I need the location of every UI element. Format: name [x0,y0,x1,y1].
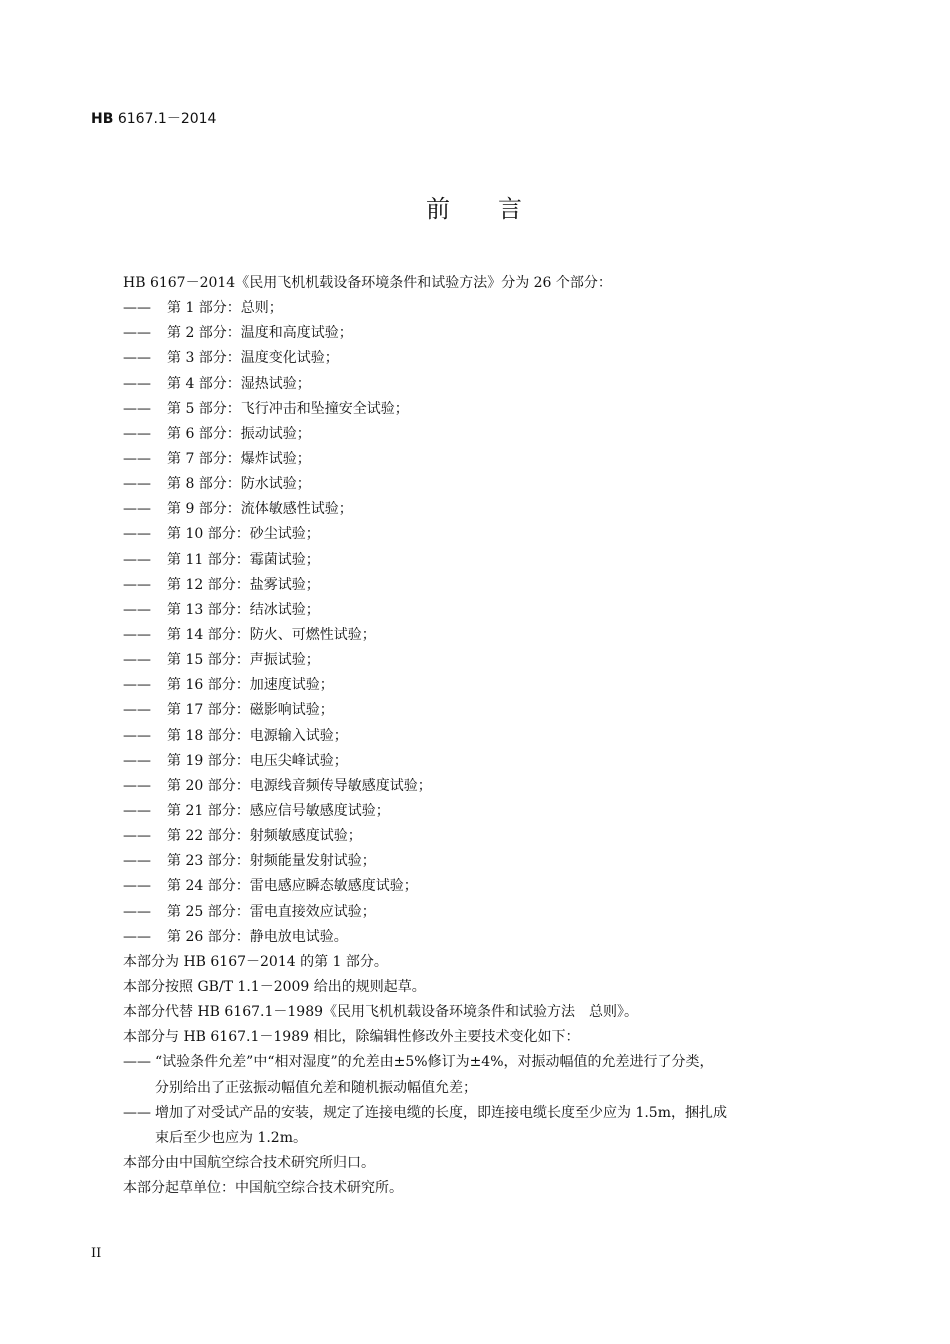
list-item [123,573,843,598]
list-item-text: 第 11 部分：霉菌试验； [167,551,320,568]
list-item [123,925,843,950]
list-item-text: 第 21 部分：感应信号敏感度试验； [167,802,390,819]
list-item [123,372,843,397]
responsible-org-statement: 本部分由中国航空综合技术研究所归口。 [123,1154,375,1171]
list-dash: —— [123,350,151,367]
list-item-text: 第 26 部分：静电放电试验。 [167,928,348,945]
list-item-text: 第 17 部分：磁影响试验； [167,702,334,719]
list-dash: —— [123,853,151,870]
list-dash: —— [123,551,151,568]
list-item [123,548,843,573]
list-dash: —— [123,928,151,945]
change-item [123,1050,843,1100]
list-dash: —— [123,828,151,845]
list-item [123,648,843,673]
list-dash: —— [123,802,151,819]
list-item-text: 第 6 部分：振动试验； [167,425,311,442]
list-item [123,849,843,874]
list-dash: —— [123,526,151,543]
list-item-text: 第 22 部分：射频敏感度试验； [167,828,362,845]
list-dash: —— [123,903,151,920]
list-dash: —— [123,777,151,794]
list-dash: —— [123,626,151,643]
list-item-text: 第 7 部分：爆炸试验； [167,450,311,467]
list-item-text: 第 12 部分：盐雾试验； [167,576,320,593]
list-item-text: 第 25 部分：雷电直接效应试验； [167,903,376,920]
list-item-text: 第 14 部分：防火、可燃性试验； [167,626,376,643]
changes-intro: 本部分与 HB 6167.1－1989 相比，除编辑性修改外主要技术变化如下： [123,1029,580,1046]
list-dash: —— [123,601,151,618]
list-dash: —— [123,325,151,342]
list-item-text: 第 19 部分：电压尖峰试验； [167,752,348,769]
list-dash: —— [123,652,151,669]
drafting-rules-statement: 本部分按照 GB/T 1.1－2009 给出的规则起草。 [123,978,426,995]
list-item-text: 第 4 部分：湿热试验； [167,375,311,392]
list-item-text: 第 1 部分：总则； [167,300,283,317]
list-item [123,900,843,925]
list-dash: —— [123,501,151,518]
list-dash: —— [123,702,151,719]
list-item-text: 第 9 部分：流体敏感性试验； [167,501,353,518]
list-item [123,824,843,849]
list-item-text: 第 3 部分：温度变化试验； [167,350,339,367]
list-item [123,321,843,346]
standard-prefix: HB [91,111,114,127]
change-item-line-2: 分别给出了正弦振动幅值允差和随机振动幅值允差； [155,1079,477,1096]
foreword-body [123,271,843,1201]
list-item-text: 第 16 部分：加速度试验； [167,677,334,694]
list-item [123,346,843,371]
change-dash: —— [123,1054,151,1071]
change-item-line-2: 束后至少也应为 1.2m。 [155,1129,307,1146]
page-title [0,193,950,225]
list-item-text: 第 18 部分：电源输入试验； [167,727,348,744]
list-dash: —— [123,425,151,442]
list-dash: —— [123,300,151,317]
list-item [123,422,843,447]
list-item [123,673,843,698]
list-item-text: 第 10 部分：砂尘试验； [167,526,320,543]
list-item [123,472,843,497]
list-dash: —— [123,400,151,417]
list-dash: —— [123,476,151,493]
list-dash: —— [123,450,151,467]
list-item-text: 第 2 部分：温度和高度试验； [167,325,353,342]
document-code [91,109,216,129]
change-item-line-1: 增加了对受试产品的安装，规定了连接电缆的长度，即连接电缆长度至少应为 1.5m，捆扎成 [155,1104,727,1121]
list-item [123,799,843,824]
standard-number: 6167.1－2014 [117,111,217,127]
list-item-text: 第 5 部分：飞行冲击和坠撞安全试验； [167,400,409,417]
list-item [123,724,843,749]
intro-paragraph: HB 6167－2014《民用飞机机载设备环境条件和试验方法》分为 26 个部分： [123,275,612,291]
list-dash: —— [123,878,151,895]
list-item-text: 第 23 部分：射频能量发射试验； [167,853,376,870]
title-char-2: 言 [498,195,524,223]
list-dash: —— [123,677,151,694]
list-item [123,522,843,547]
list-item [123,497,843,522]
list-item [123,447,843,472]
list-item-text: 第 20 部分：电源线音频传导敏感度试验； [167,777,432,794]
change-item-line-1: “试验条件允差”中“相对湿度”的允差由±5%修订为±4%，对振动幅值的允差进行了分类， [155,1054,714,1071]
list-item [123,874,843,899]
list-item-text: 第 24 部分：雷电感应瞬态敏感度试验； [167,878,418,895]
list-item [123,623,843,648]
drafting-unit-statement: 本部分起草单位：中国航空综合技术研究所。 [123,1180,403,1197]
parts-list [123,296,843,950]
change-dash: —— [123,1104,151,1121]
page-number: II [91,1246,102,1261]
list-item-text: 第 15 部分：声振试验； [167,652,320,669]
list-item [123,397,843,422]
list-dash: —— [123,576,151,593]
change-item [123,1101,843,1151]
list-item [123,296,843,321]
list-item [123,698,843,723]
list-dash: —— [123,727,151,744]
list-item [123,749,843,774]
list-item-text: 第 13 部分：结冰试验； [167,601,320,618]
list-item [123,598,843,623]
replaces-statement: 本部分代替 HB 6167.1－1989《民用飞机机载设备环境条件和试验方法 总则》。 [123,1004,639,1021]
list-dash: —— [123,375,151,392]
list-dash: —— [123,752,151,769]
list-item-text: 第 8 部分：防水试验； [167,476,311,493]
list-item [123,774,843,799]
title-char-1: 前 [426,195,452,223]
part-of-statement: 本部分为 HB 6167－2014 的第 1 部分。 [123,953,388,970]
